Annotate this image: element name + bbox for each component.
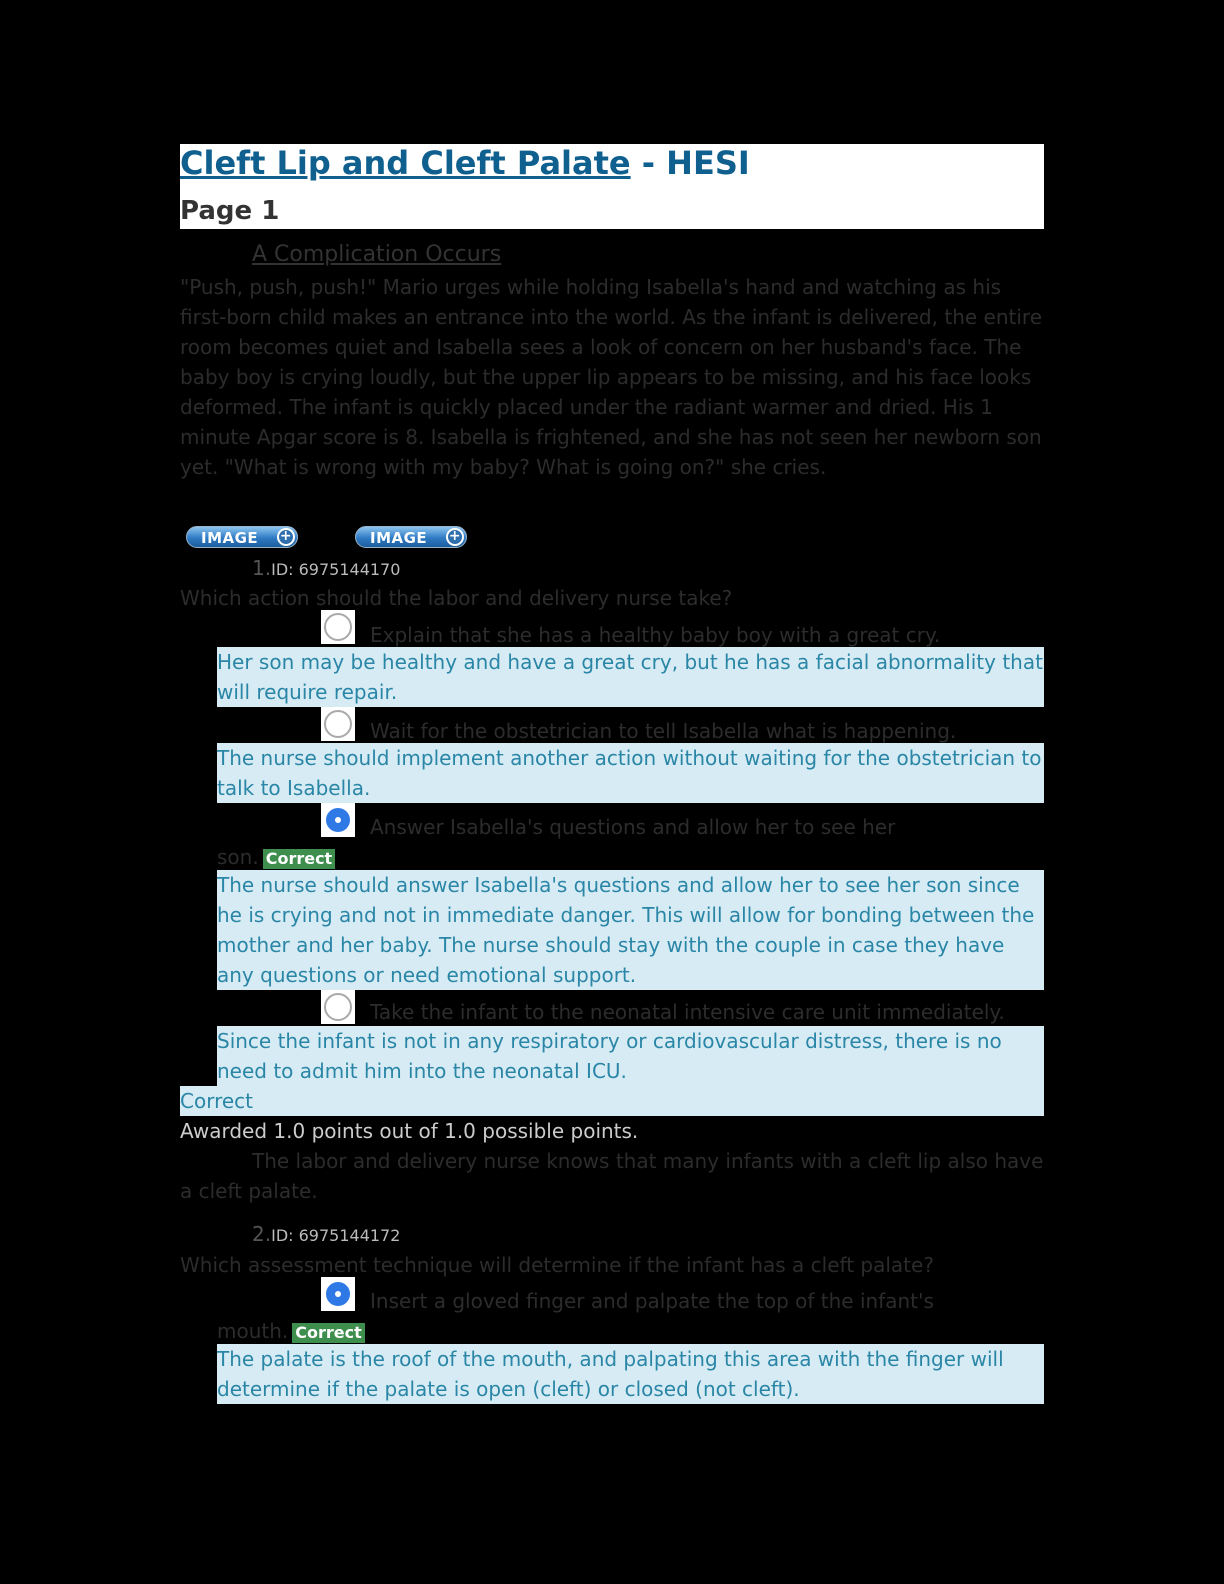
question-1-text: Which action should the labor and delivery nurse take? [180, 586, 733, 610]
q2-option-text-line2 [217, 1316, 365, 1346]
q2-option-text-line1: Insert a gloved finger and palpate the top of the infant's [370, 1289, 934, 1313]
q2-option-radio-selected[interactable] [324, 1280, 352, 1308]
image-button-label: IMAGE [370, 529, 428, 547]
option-2-feedback: The nurse should implement another action without waiting for the obstetrician to talk to Isabella. [217, 743, 1044, 803]
plus-icon: + [277, 528, 295, 546]
page-number: Page 1 [180, 196, 280, 226]
option-4-radio[interactable] [324, 993, 352, 1021]
option-1-radio[interactable] [324, 613, 352, 641]
q2-option-feedback: The palate is the roof of the mouth, and palpating this area with the finger will determine if the palate is open (cleft) or closed (not cleft). [217, 1344, 1044, 1404]
question-number: 2. [252, 1222, 272, 1246]
question-2-text: Which assessment technique will determine if the infant has a cleft palate? [180, 1253, 934, 1277]
option-4-feedback: Since the infant is not in any respiratory or cardiovascular distress, there is no need to admit him into the neonatal ICU. [217, 1026, 1044, 1086]
question-2-intro: The labor and delivery nurse knows that many infants with a cleft lip also have a cleft palate. [180, 1149, 1044, 1203]
correct-badge: Correct [292, 1323, 365, 1343]
page-title [180, 144, 750, 182]
points-awarded: Awarded 1.0 points out of 1.0 possible points. [180, 1119, 639, 1143]
document-page [180, 144, 1044, 1401]
correct-badge: Correct [263, 849, 336, 869]
question-id: ID: 6975144172 [271, 1226, 401, 1245]
option-3-text-end: son. [217, 845, 259, 869]
option-1-feedback: Her son may be healthy and have a great cry, but he has a facial abnormality that will require repair. [217, 647, 1044, 707]
image-button-2[interactable] [355, 526, 467, 548]
option-2-text: Wait for the obstetrician to tell Isabella what is happening. [370, 719, 957, 743]
q2-option-text-end: mouth. [217, 1319, 289, 1343]
plus-icon: + [446, 528, 464, 546]
scenario-text: "Push, push, push!" Mario urges while holding Isabella's hand and watching as his first-born child makes an entrance into the world. As the infant is delivered, the entire room becomes quiet and Isabella sees a look of concern on her husband's face. The baby boy is crying loudly, but the upper lip appears to be missing, and his face looks deformed. The infant is quickly placed under the radiant warmer and dried. His 1 minute Apgar score is 8. Isabella is frightened, and she has not seen her newborn son yet. "What is wrong with my baby? What is going on?" she cries. [180, 275, 1042, 479]
section-heading: A Complication Occurs [252, 242, 502, 267]
question-1-header [252, 554, 400, 584]
option-2-radio[interactable] [324, 710, 352, 738]
option-3-feedback: The nurse should answer Isabella's questions and allow her to see her son since he is crying and not in immediate danger. This will allow for bonding between the mother and her baby. The nurse should stay with the couple in case they have any questions or need emotional support. [217, 870, 1044, 990]
question-number: 1. [252, 556, 272, 580]
question-2-header [252, 1220, 400, 1250]
option-1-text: Explain that she has a healthy baby boy with a great cry. [370, 623, 941, 647]
option-4-text: Take the infant to the neonatal intensive care unit immediately. [370, 1000, 1005, 1024]
question-1-result: Correct [180, 1086, 1044, 1116]
image-button-1[interactable] [186, 526, 298, 548]
option-3-text-line1: Answer Isabella's questions and allow her to see her [370, 815, 896, 839]
title-link[interactable]: Cleft Lip and Cleft Palate [180, 144, 631, 182]
option-3-radio-selected[interactable] [324, 806, 352, 834]
question-id: ID: 6975144170 [271, 560, 401, 579]
option-3-text-line2 [217, 842, 335, 872]
page-header [180, 144, 1044, 229]
title-suffix: - HESI [630, 144, 750, 182]
image-button-label: IMAGE [201, 529, 259, 547]
